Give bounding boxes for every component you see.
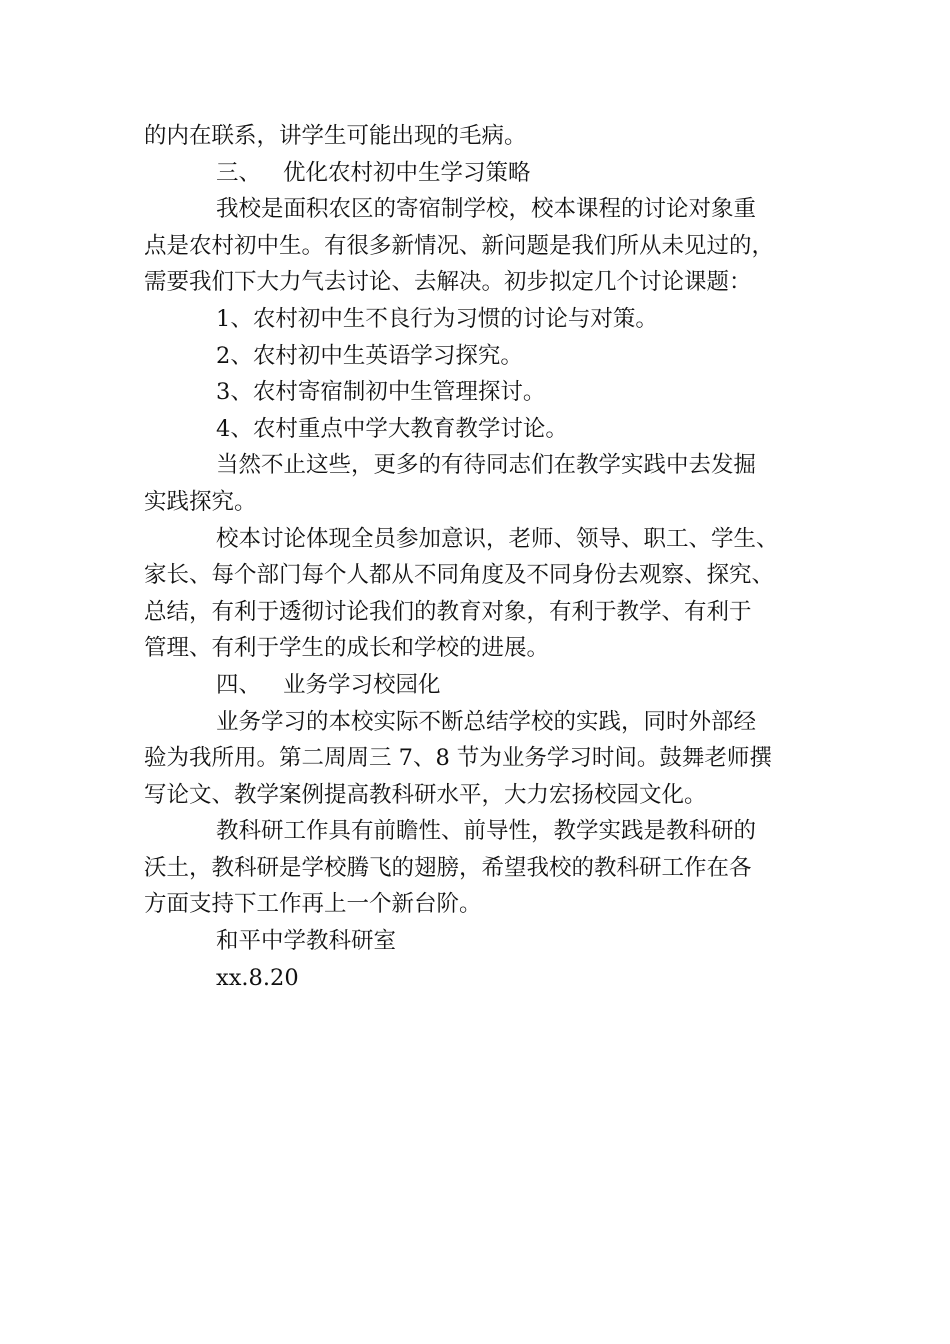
list-item: 3、农村寄宿制初中生管理探讨。 <box>216 379 546 406</box>
signature-date: xx.8.20 <box>216 964 299 991</box>
paragraph-line: 点是农村初中生。有很多新情况、新问题是我们所从未见过的， <box>144 232 775 259</box>
paragraph-line: 校本讨论体现全员参加意识，老师、领导、职工、学生、 <box>216 525 779 552</box>
paragraph-line: 管理、有利于学生的成长和学校的进展。 <box>144 635 550 662</box>
section-heading-3 <box>144 155 814 192</box>
section-heading-4 <box>144 667 814 704</box>
paragraph-line: 教科研工作具有前瞻性、前导性，教学实践是教科研的 <box>216 818 757 845</box>
paragraph-line: 我校是面积农区的寄宿制学校，校本课程的讨论对象重 <box>216 196 757 223</box>
paragraph-line: 方面支持下工作再上一个新台阶。 <box>144 891 482 918</box>
paragraph-line: 业务学习的本校实际不断总结学校的实践，同时外部经 <box>216 708 757 735</box>
paragraph-line: 验为我所用。第二周周三 7、8 节为业务学习时间。鼓舞老师撰 <box>144 745 772 772</box>
list-item: 4、农村重点中学大教育教学讨论。 <box>216 415 568 442</box>
list-item: 1、农村初中生不良行为习惯的讨论与对策。 <box>216 305 658 332</box>
section-number: 三、 <box>216 159 262 186</box>
paragraph-line: 沃土，教科研是学校腾飞的翅膀，希望我校的教科研工作在各 <box>144 854 752 881</box>
paragraph-line: 家长、每个部门每个人都从不同角度及不同身份去观察、探究、 <box>144 562 775 589</box>
signature-org: 和平中学教科研室 <box>216 928 397 955</box>
list-item: 2、农村初中生英语学习探究。 <box>216 342 523 369</box>
paragraph-line: 的内在联系，讲学生可能出现的毛病。 <box>144 123 527 149</box>
section-number: 四、 <box>216 671 262 698</box>
document-body <box>144 118 814 996</box>
paragraph-line: 总结，有利于透彻讨论我们的教育对象，有利于教学、有利于 <box>144 598 752 625</box>
section-title: 业务学习校园化 <box>283 671 441 698</box>
paragraph-line: 当然不止这些，更多的有待同志们在教学实践中去发掘 <box>216 452 757 479</box>
paragraph-line: 需要我们下大力气去讨论、去解决。初步拟定几个讨论课题： <box>144 269 752 296</box>
section-title: 优化农村初中生学习策略 <box>283 159 531 186</box>
paragraph-line: 写论文、教学案例提高教科研水平，大力宏扬校园文化。 <box>144 781 707 808</box>
paragraph-line: 实践探究。 <box>144 488 257 515</box>
